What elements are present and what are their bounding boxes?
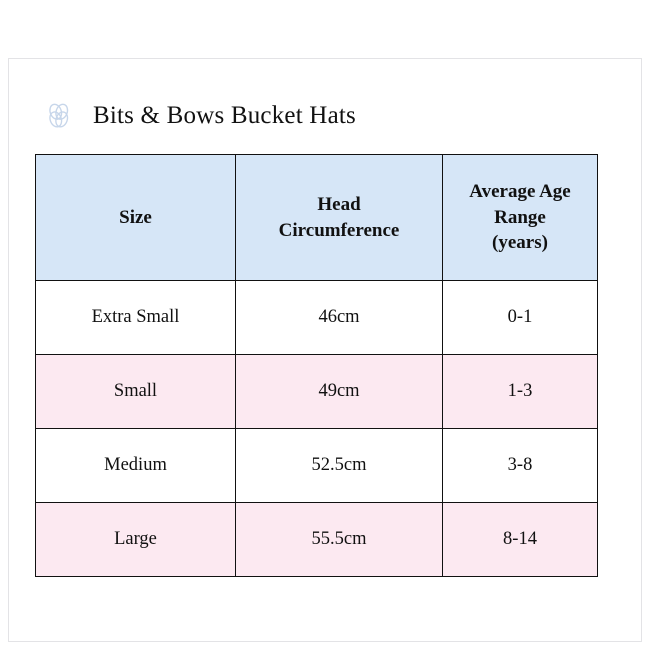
cell-circumference: 55.5cm	[236, 503, 443, 577]
cell-circumference: 49cm	[236, 355, 443, 429]
cell-circumference: 52.5cm	[236, 429, 443, 503]
cell-age: 8-14	[443, 503, 598, 577]
cell-age: 1-3	[443, 355, 598, 429]
size-chart-table	[35, 154, 598, 577]
cell-size: Medium	[36, 429, 236, 503]
column-header-age-line2: Range	[494, 206, 546, 228]
cell-circumference: 46cm	[236, 281, 443, 355]
brand-header	[43, 99, 356, 133]
column-header-age-line3: (years)	[492, 232, 548, 254]
column-header-circumference-line1: Head	[317, 193, 361, 215]
page-title: Bits & Bows Bucket Hats	[93, 102, 356, 129]
cell-size: Large	[36, 503, 236, 577]
table-row	[36, 281, 598, 355]
cell-age: 0-1	[443, 281, 598, 355]
column-header-size-label: Size	[119, 206, 152, 228]
column-header-age-line1: Average Age	[469, 181, 571, 203]
cell-size: Extra Small	[36, 281, 236, 355]
table-header-row	[36, 155, 598, 281]
interlocking-loops-logo-icon	[43, 99, 77, 133]
size-chart-card	[8, 58, 642, 642]
table-row	[36, 503, 598, 577]
table-row	[36, 429, 598, 503]
column-header-age	[443, 155, 598, 281]
column-header-size	[36, 155, 236, 281]
cell-size: Small	[36, 355, 236, 429]
column-header-circumference	[236, 155, 443, 281]
column-header-circumference-line2: Circumference	[278, 219, 400, 241]
cell-age: 3-8	[443, 429, 598, 503]
table-row	[36, 355, 598, 429]
